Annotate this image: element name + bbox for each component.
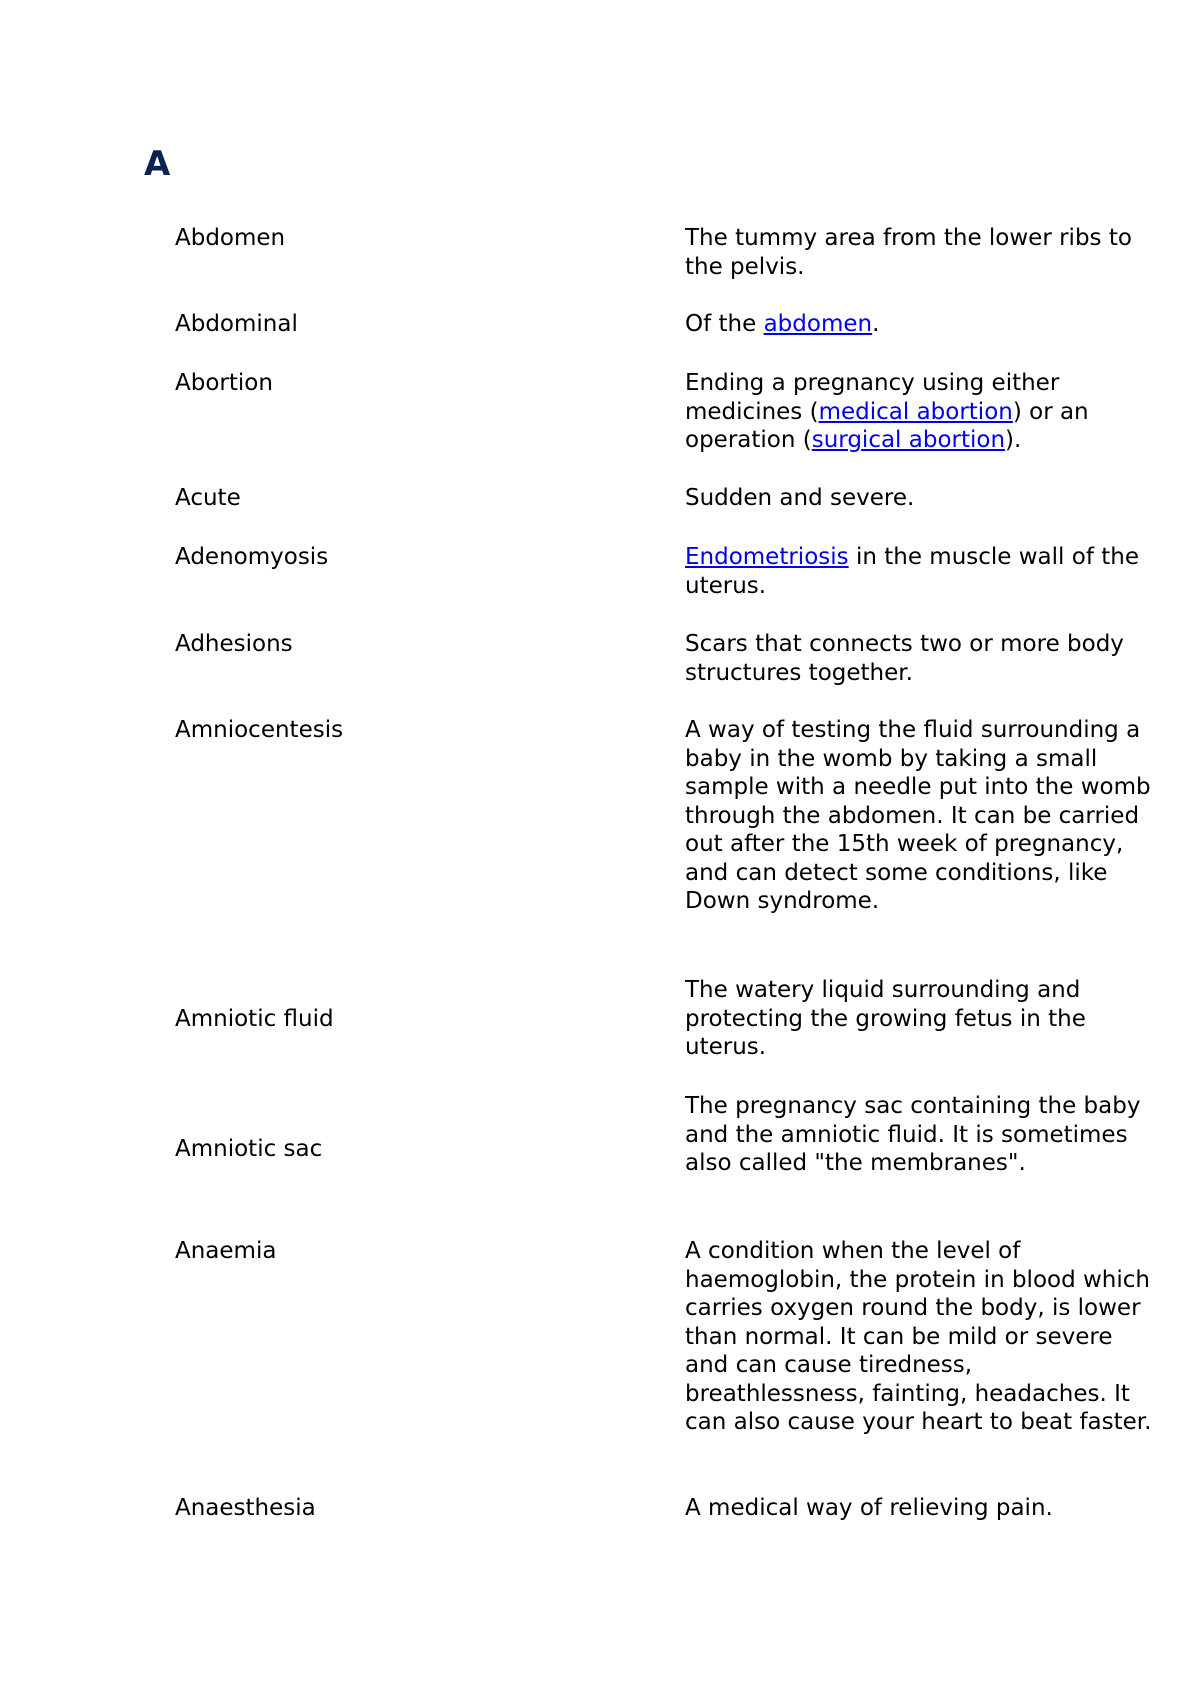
- glossary-definition: [685, 976, 1155, 1062]
- glossary-definition: [685, 630, 1155, 687]
- section-letter-heading: A: [144, 144, 171, 184]
- glossary-term: Abdomen: [175, 225, 286, 251]
- definition-text: The watery liquid surrounding and protecting the growing fetus in the uterus.: [685, 977, 1086, 1060]
- glossary-term: Adenomyosis: [175, 544, 329, 570]
- definition-text: A way of testing the fluid surrounding a baby in the womb by taking a small sample with a needle put into the womb through the abdomen. It can be carried out after the 15th week of pregnancy, and can detect some conditions, like Down syndrome.: [685, 717, 1151, 914]
- definition-text: The tummy area from the lower ribs to the pelvis.: [685, 225, 1132, 280]
- abdomen-link[interactable]: abdomen: [763, 311, 873, 337]
- glossary-definition: [685, 1494, 1155, 1523]
- glossary-definition: [685, 369, 1155, 455]
- definition-text: A medical way of relieving pain.: [685, 1495, 1053, 1521]
- definition-text: Scars that connects two or more body structures together.: [685, 631, 1124, 686]
- definition-text: .: [872, 311, 880, 337]
- glossary-definition: [685, 1092, 1155, 1178]
- definition-text: A condition when the level of haemoglobin, the protein in blood which carries oxygen round the body, is lower than normal. It can be mild or severe and can cause tiredness, breathlessness, fainting, headaches. It can also cause your heart to beat faster.: [685, 1238, 1152, 1435]
- definition-text: ).: [1005, 427, 1022, 453]
- surgical-abortion-link[interactable]: surgical abortion: [811, 427, 1006, 453]
- definition-text: The pregnancy sac containing the baby and the amniotic fluid. It is sometimes also called "the membranes".: [685, 1093, 1141, 1176]
- glossary-term: Amniocentesis: [175, 717, 344, 743]
- definition-text: in the muscle wall of the uterus.: [685, 544, 1139, 599]
- glossary-definition: [685, 224, 1155, 281]
- glossary-term: Adhesions: [175, 631, 293, 657]
- glossary-term: Anaemia: [175, 1238, 277, 1264]
- definition-text: Ending a pregnancy using either medicines (: [685, 370, 1060, 425]
- definition-text: Of the: [685, 311, 764, 337]
- definition-text: ) or an operation (: [685, 398, 1089, 453]
- glossary-term: Amniotic sac: [175, 1136, 323, 1162]
- medical-abortion-link[interactable]: medical abortion: [818, 398, 1013, 425]
- glossary-definition: [685, 543, 1155, 600]
- glossary-term: Acute: [175, 485, 241, 511]
- glossary-term: Anaesthesia: [175, 1495, 316, 1521]
- endometriosis-link[interactable]: Endometriosis: [685, 544, 849, 570]
- glossary-definition: [685, 716, 1155, 916]
- glossary-definition: [685, 1237, 1155, 1437]
- glossary-term: Abortion: [175, 370, 273, 396]
- glossary-term: Abdominal: [175, 311, 298, 337]
- definition-text: Sudden and severe.: [685, 485, 915, 511]
- glossary-definition: [685, 484, 1155, 513]
- glossary-term: Amniotic fluid: [175, 1006, 334, 1032]
- glossary-definition: [685, 310, 1155, 339]
